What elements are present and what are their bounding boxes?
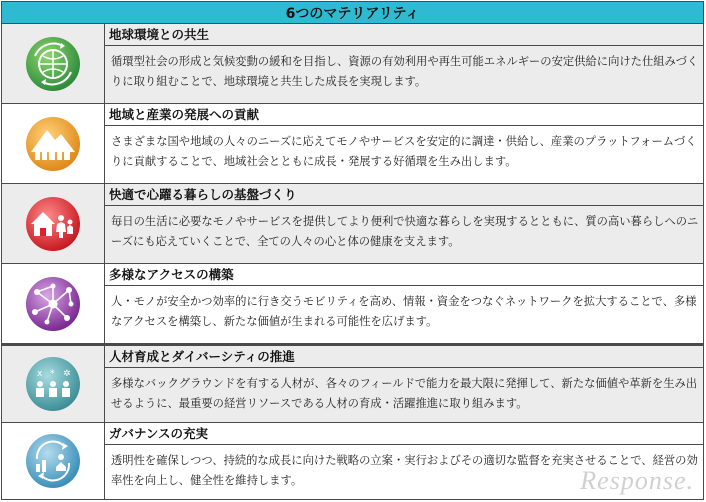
globe-recycle-icon [23, 34, 83, 94]
row-heading: 快適で心躍る暮らしの基盤づくり [105, 184, 703, 206]
mountain-city-icon [23, 114, 83, 174]
icon-cell [2, 24, 105, 103]
materiality-row-living [2, 184, 703, 264]
svg-text:✲: ✲ [63, 369, 71, 379]
row-description: 透明性を確保しつつ、持続的な成長に向けた戦略の立案・実行およびその適切な監督を充実させることで、経営の効率性を向上し、健全性を維持します。 [111, 454, 698, 487]
row-description: 多様なバックグラウンドを有する人材が、各々のフィールドで能力を最大限に発揮して、新たな価値や革新を生み出せるように、最重要の経営リソースである人材の育成・活躍推進に取り組みます。 [111, 377, 698, 410]
row-heading: 地球環境との共生 [105, 24, 703, 46]
row-description: さまざまな国や地域の人々のニーズに応えてモノやサービスを安定的に調達・供給し、産業のプラットフォームづくりに貢献することで、地域社会とともに成長・発展する好循環を生み出します。 [111, 135, 697, 168]
materiality-row-regional-industry [2, 104, 703, 184]
icon-cell [2, 264, 105, 343]
icon-cell [2, 104, 105, 183]
row-description: 循環型社会の形成と気候変動の緩和を目指し、資源の有効利用や再生可能エネルギーの安定供給に向けた仕組みづくりに取り組むことで、地球環境と共生した成長を実現します。 [111, 55, 699, 88]
materiality-row-environment [2, 24, 703, 104]
table-title: 6つのマテリアリティ [2, 2, 703, 24]
governance-cycle-icon [23, 431, 83, 491]
svg-text:x: x [37, 369, 43, 379]
icon-cell [2, 423, 105, 499]
materiality-table [1, 1, 704, 500]
row-heading: 人材育成とダイバーシティの推進 [105, 346, 703, 368]
icon-cell [2, 184, 105, 263]
network-access-icon [23, 274, 83, 334]
svg-text:*: * [50, 369, 55, 379]
row-description: 毎日の生活に必要なモノやサービスを提供してより便利で快適な暮らしを実現するとともに、質の高い暮らしへのニーズにも応えていくことで、全ての人々の心と体の健康を支えます。 [111, 215, 699, 248]
icon-cell [2, 346, 105, 422]
row-description: 人・モノが安全かつ効率的に行き交うモビリティを高め、情報・資金をつなぐネットワークを拡大することで、多様なアクセスを構築し、新たな価値が生まれる可能性を広げます。 [111, 295, 697, 328]
people-diversity-icon [23, 354, 83, 414]
home-family-icon [23, 194, 83, 254]
response-watermark: Response. [580, 466, 694, 495]
row-heading: 多様なアクセスの構築 [105, 264, 703, 286]
materiality-row-access [2, 264, 703, 344]
materiality-row-human-resources [2, 344, 703, 423]
row-heading: ガバナンスの充実 [105, 423, 703, 445]
row-heading: 地域と産業の発展への貢献 [105, 104, 703, 126]
